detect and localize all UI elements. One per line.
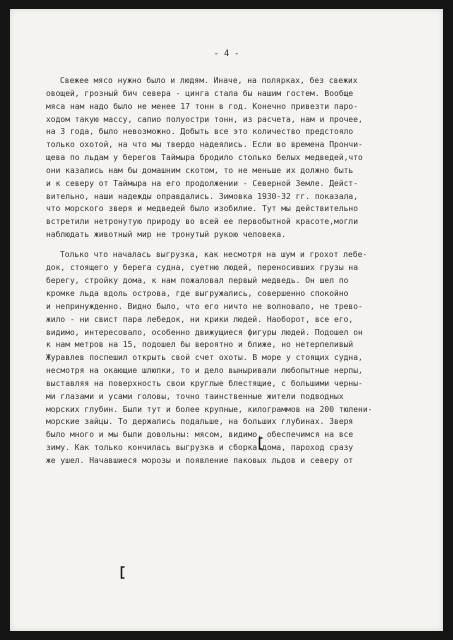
text-line: они казались нам бы домашним скотом, то не меньше их должно быть xyxy=(46,165,354,175)
handwritten-paragraph-mark xyxy=(258,437,264,450)
text-line: выставляя на поверхность свои круглые блестящие, с большими черны- xyxy=(46,378,363,388)
paragraph-gap xyxy=(46,242,434,250)
handwritten-paragraph-mark xyxy=(120,566,126,579)
text-line: вительно, наши надежды оправдались. Зимовка 1930-32 гг. показала, xyxy=(46,191,359,201)
text-line: на 3 года, было невозможно. Добыть все это количество предстояло xyxy=(46,127,354,137)
typed-text-body xyxy=(46,75,434,468)
text-line: овощей, грозный бич севера - цинга стала бы нашим гостем. Вообще xyxy=(46,88,354,98)
text-line: Только что началась выгрузка, как несмотря на шум и грохот лебе- xyxy=(60,250,368,260)
text-line: кромке льда вдоль острова, где выгружались, совершенно спокойно xyxy=(46,289,349,298)
text-line: ходом такую массу, сапио полуостри тонн, из расчета, нам и прочее, xyxy=(46,114,363,124)
text-line: только охотой, на что мы твердо надеялись. Если во времена Прончи- xyxy=(46,140,363,150)
text-line: док, стоящего у берега судна, суетню людей, переносивших грузы на xyxy=(46,263,359,273)
text-line: Свежее мясо нужно было и людям. Иначе, на полярках, без свежих xyxy=(60,76,358,85)
text-line: и к северу от Таймыра на его продолжении - Северной Земле. Дейст- xyxy=(46,178,359,188)
page-number: - 4 - xyxy=(213,49,240,59)
text-line: видимо, интересовало, особенно движущиеся фигуры людей. Подошел он xyxy=(46,327,363,337)
text-line: щева по льдам у берегов Таймыра бродило столько белых медведей,что xyxy=(46,153,363,163)
text-line: берегу, стройку дома, к нам пожаловал первый медведь. Он шел по xyxy=(46,276,349,286)
text-line: было много и мы были довольны: мясом, видимо, обеспечимся на все xyxy=(46,430,354,440)
text-line: несмотря на окающие шлюпки, то и дело выныривали любопытные нерпы, xyxy=(46,366,363,376)
text-line: жило - ни свист пара лебедок, ни крики людей. Наоборот, все его, xyxy=(46,314,354,324)
text-line: и непринужденно. Видно было, что его ничто не волновало, не трево- xyxy=(46,301,363,311)
text-line: Журавлев поспешил открыть свой счет охоты. В море у стоящих судна, xyxy=(46,353,363,363)
text-line: же ушел. Начавшиеся морозы и появление паковых льдов и северу от xyxy=(46,455,354,465)
text-line: зиму. Как только кончилась выгрузка и сборка дома, пароход сразу xyxy=(46,443,354,453)
text-line: морских глубин. Были тут и более крупные, килограммов на 200 тюлени- xyxy=(46,404,373,414)
text-line: наблюдать животный мир не тронутый рукою человека. xyxy=(46,230,287,240)
text-line: мяса нам надо было не менее 17 тонн в год. Конечно привезти паро- xyxy=(46,101,359,111)
text-line: ми глазами и усами головы, точно таинственные жители подводных xyxy=(46,391,344,401)
text-line: морские зайцы. То держались подальше, на больших глубинах. Зверя xyxy=(46,417,354,427)
text-line: к нам метров на 15, подошел бы вероятно и ближе, но нетерпеливый xyxy=(46,340,354,350)
text-line: что морского зверя и медведей было изобилие. Тут мы действительно xyxy=(46,204,359,214)
document-page xyxy=(10,9,443,631)
text-line: встретили нетронутую природу во всей ее первобытной красоте,могли xyxy=(46,217,359,227)
